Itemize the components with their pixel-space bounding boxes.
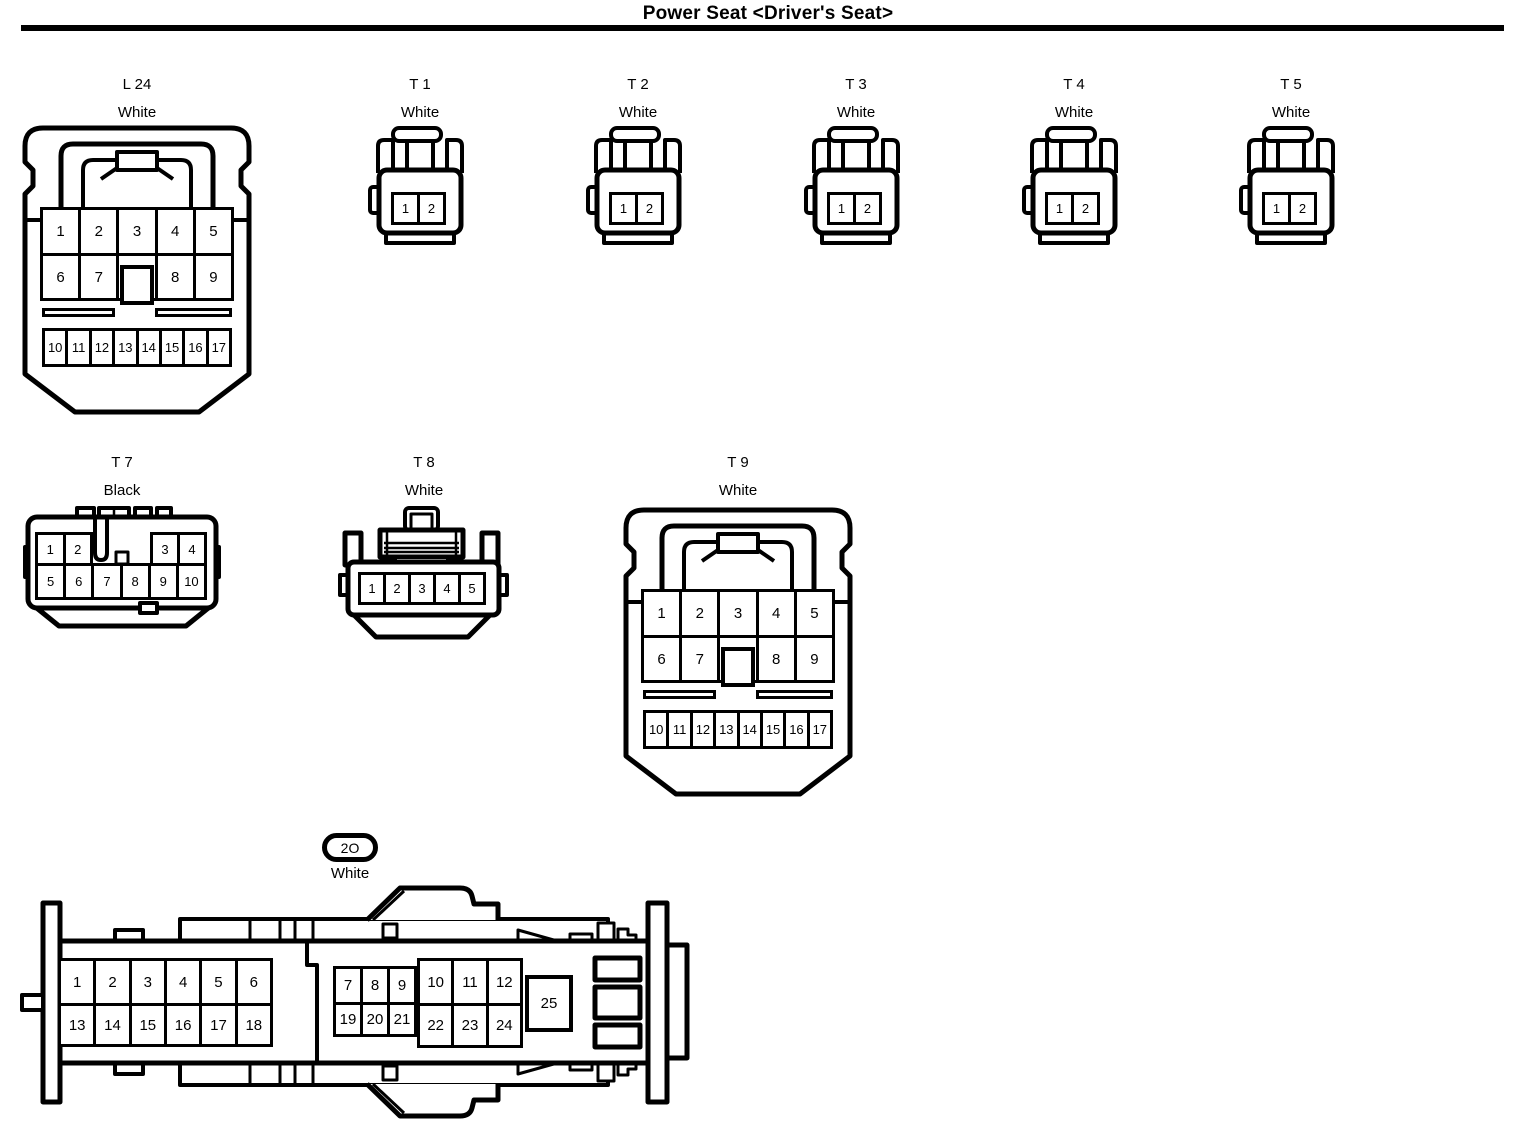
pin-cell: 4 — [433, 572, 461, 605]
connector-t3 — [806, 76, 906, 244]
pin-cell: 7 — [91, 563, 122, 600]
pin-cell: 2 — [853, 192, 882, 225]
pin-cell: 14 — [737, 710, 763, 749]
right-flange — [648, 903, 667, 1102]
pin-cell: 6 — [63, 563, 94, 600]
pin-cell: 9 — [148, 563, 179, 600]
connector-id-label: L 24 — [122, 76, 152, 93]
connector-color-label: White — [330, 865, 370, 882]
pin-cell: 3 — [717, 589, 758, 638]
connector-outline — [1024, 127, 1124, 245]
pin-cell: 7 — [679, 635, 720, 683]
pin-cell: 8 — [120, 563, 151, 600]
bottom-latch-hump — [367, 1084, 498, 1116]
pin-cell: 11 — [451, 958, 488, 1006]
guide-bar — [155, 308, 232, 317]
pin-row — [358, 572, 486, 605]
latch-tab — [718, 534, 758, 552]
pin-cell: 7 — [78, 253, 119, 301]
pin-cell: 1 — [358, 572, 386, 605]
connector-color-label: White — [1054, 104, 1094, 121]
latch-tab — [117, 152, 157, 170]
pin-cell: 2 — [383, 572, 411, 605]
connector-id-label: T 1 — [409, 76, 431, 93]
pin-cell: 2 — [63, 532, 94, 566]
pin-cell: 1 — [609, 192, 638, 225]
connector-id-label: T 4 — [1063, 76, 1085, 93]
pin-cell: 4 — [155, 207, 196, 256]
pin-cell: 6 — [641, 635, 682, 683]
pin-cell: 20 — [360, 1002, 390, 1037]
pin-row — [35, 563, 207, 600]
pin-cell: 4 — [164, 958, 202, 1006]
pin-cell: 17 — [206, 328, 232, 367]
pin-cell: 14 — [93, 1003, 131, 1047]
pin-cell: 3 — [129, 958, 167, 1006]
pin-cell: 7 — [333, 966, 363, 1005]
pin-cell: 9 — [387, 966, 417, 1005]
pin-cell: 21 — [387, 1002, 417, 1037]
pin-cell: 9 — [794, 635, 835, 683]
pin-cell: 12 — [89, 328, 115, 367]
pin-row — [643, 710, 833, 749]
pin-row — [417, 1003, 523, 1048]
pin-cell: 8 — [155, 253, 196, 301]
pin-row — [150, 532, 207, 566]
connector-outline — [588, 127, 688, 245]
pin-cell: 9 — [193, 253, 234, 301]
pin-cell: 12 — [486, 958, 523, 1006]
pin-row — [42, 328, 232, 367]
latch-slot — [721, 647, 754, 687]
pin-row — [58, 958, 273, 1006]
pin-cell: 5 — [458, 572, 486, 605]
connector-color-label: White — [836, 104, 876, 121]
pin-cell: 1 — [827, 192, 856, 225]
pin-row — [641, 589, 835, 638]
pin-cell: 1 — [641, 589, 682, 638]
connector-t2 — [588, 76, 688, 244]
pin-row — [58, 1003, 273, 1047]
latch-slot — [120, 265, 153, 305]
pin-cell — [116, 253, 157, 301]
pin-cell: 10 — [42, 328, 68, 367]
connector-t7 — [25, 452, 219, 631]
connector-color-label: White — [400, 104, 440, 121]
connector-id-label: T 8 — [413, 454, 435, 471]
pin-cell: 14 — [136, 328, 162, 367]
pin-cell: 1 — [1045, 192, 1074, 225]
pin-row — [333, 966, 417, 1005]
connector-t9 — [622, 452, 854, 800]
pin-cell: 1 — [40, 207, 81, 256]
pin-cell: 22 — [417, 1003, 454, 1048]
pin-cell: 12 — [690, 710, 716, 749]
connector-t1 — [370, 76, 470, 244]
connector-id-label: T 9 — [727, 454, 749, 471]
top-latch-hump — [367, 888, 498, 920]
pin-cell: 3 — [408, 572, 436, 605]
pin-cell: 23 — [451, 1003, 488, 1048]
pin-cell: 24 — [486, 1003, 523, 1048]
pin-cell: 11 — [65, 328, 91, 367]
connector-id-badge — [322, 833, 378, 862]
pin-cell: 16 — [164, 1003, 202, 1047]
connector-id-label: T 5 — [1280, 76, 1302, 93]
pin-cell: 11 — [666, 710, 692, 749]
pin-cell: 1 — [391, 192, 420, 225]
pin-cell: 6 — [40, 253, 81, 301]
pin-cell: 6 — [235, 958, 273, 1006]
pin-cell: 25 — [525, 975, 573, 1032]
connector-outline — [1241, 127, 1341, 245]
pin-cell: 1 — [35, 532, 66, 566]
connector-outline — [370, 127, 470, 245]
connector-color-label: White — [117, 104, 157, 121]
pin-cell: 15 — [760, 710, 786, 749]
connector-l24 — [21, 76, 253, 420]
connector-id-label: T 2 — [627, 76, 649, 93]
pin-cell: 5 — [199, 958, 237, 1006]
title-divider — [21, 25, 1504, 31]
guide-bar — [756, 690, 833, 699]
pin-row — [609, 192, 664, 225]
connector-id-label: T 3 — [845, 76, 867, 93]
pin-cell: 2 — [78, 207, 119, 256]
pin-cell: 1 — [58, 958, 96, 1006]
connector-t4 — [1024, 76, 1124, 244]
pin-row — [40, 253, 234, 301]
pin-cell: 15 — [129, 1003, 167, 1047]
pin-row — [641, 635, 835, 683]
pin-cell: 1 — [1262, 192, 1291, 225]
pin-row — [333, 1002, 417, 1037]
pin-cell: 10 — [643, 710, 669, 749]
pin-cell: 15 — [159, 328, 185, 367]
connector-color-label: White — [718, 482, 758, 499]
pin-row — [40, 207, 234, 256]
pin-row — [1045, 192, 1100, 225]
connector-2o — [20, 825, 720, 1125]
pin-cell: 13 — [112, 328, 138, 367]
pin-cell: 2 — [417, 192, 446, 225]
connector-color-label: White — [618, 104, 658, 121]
pin-cell: 4 — [177, 532, 207, 566]
pin-cell: 5 — [794, 589, 835, 638]
pin-cell: 17 — [199, 1003, 237, 1047]
connector-t5 — [1241, 76, 1341, 244]
pin-cell: 19 — [333, 1002, 363, 1037]
pin-cell: 3 — [150, 532, 180, 566]
pin-row — [391, 192, 446, 225]
page-title: Power Seat <Driver's Seat> — [642, 3, 894, 24]
connector-outline — [806, 127, 906, 245]
pin-cell: 4 — [756, 589, 797, 638]
pin-cell: 13 — [713, 710, 739, 749]
pin-cell: 2 — [1071, 192, 1100, 225]
pin-cell: 8 — [360, 966, 390, 1005]
pin-cell: 2 — [679, 589, 720, 638]
connector-id-label: T 7 — [111, 454, 133, 471]
pin-cell: 3 — [116, 207, 157, 256]
pin-row — [1262, 192, 1317, 225]
pin-cell: 16 — [182, 328, 208, 367]
pin-row — [827, 192, 882, 225]
pin-cell: 5 — [35, 563, 66, 600]
guide-bar — [42, 308, 115, 317]
connector-color-label: Black — [103, 482, 141, 499]
pin-cell: 10 — [176, 563, 207, 600]
pin-cell: 10 — [417, 958, 454, 1006]
pin-cell — [717, 635, 758, 683]
pin-cell: 13 — [58, 1003, 96, 1047]
pin-row — [417, 958, 523, 1006]
pin-cell: 2 — [1288, 192, 1317, 225]
guide-bar — [643, 690, 716, 699]
pin-cell: 18 — [235, 1003, 273, 1047]
connector-id-label: 2O — [340, 839, 360, 856]
pin-cell: 17 — [807, 710, 833, 749]
pin-cell: 2 — [635, 192, 664, 225]
pin-cell: 5 — [193, 207, 234, 256]
pin-cell: 2 — [93, 958, 131, 1006]
pin-row — [35, 532, 93, 566]
connector-color-label: White — [404, 482, 444, 499]
connector-t8 — [340, 452, 508, 643]
pin-cell: 8 — [756, 635, 797, 683]
connector-color-label: White — [1271, 104, 1311, 121]
pin-cell: 16 — [783, 710, 809, 749]
